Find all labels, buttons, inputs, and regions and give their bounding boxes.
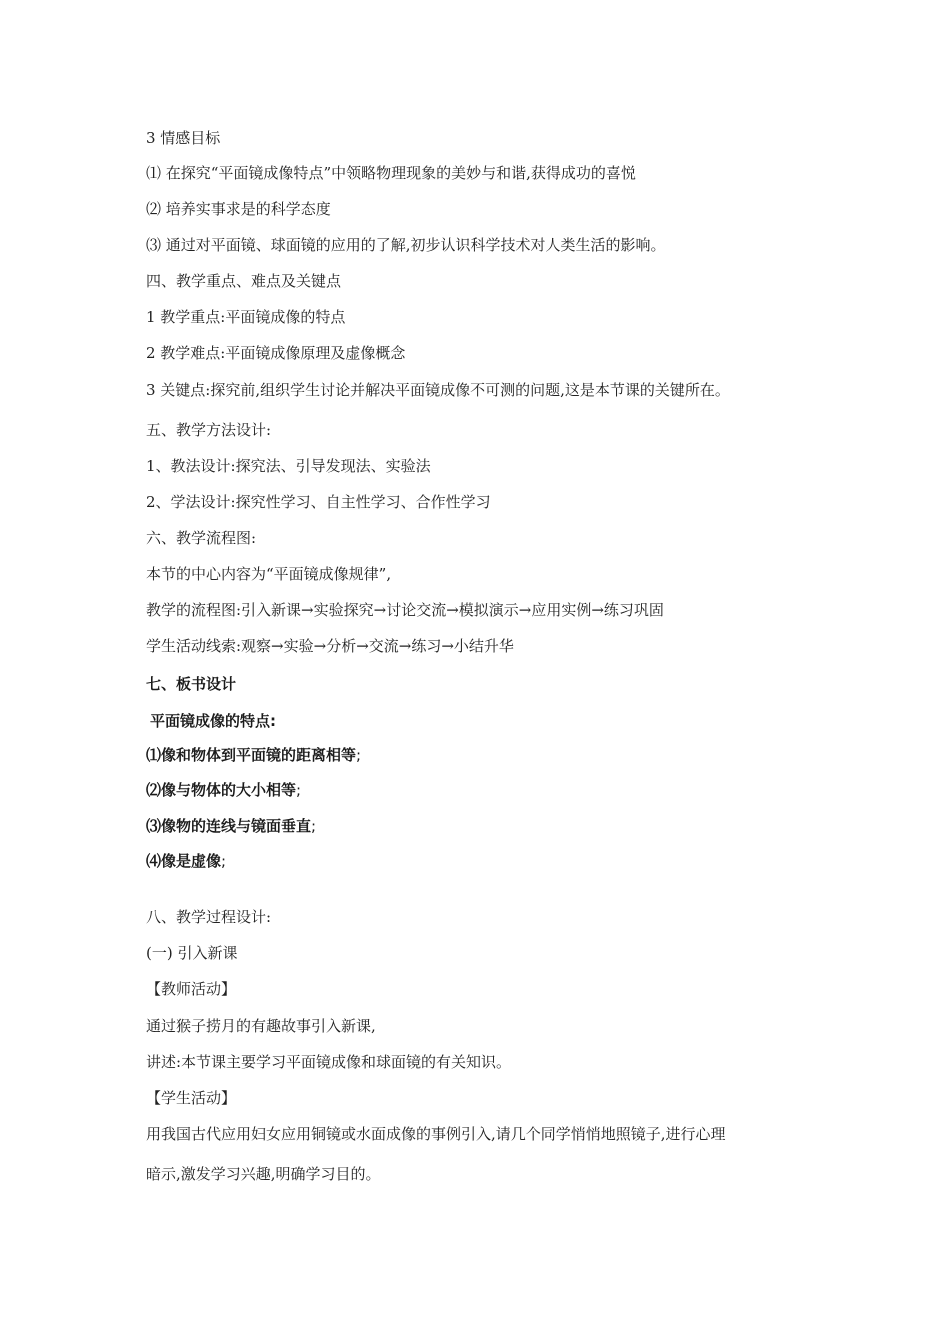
board-item-text: ⑶像物的连线与镜面垂直: [146, 817, 312, 835]
text-line: 2 教学难点:平面镜成像原理及虚像概念: [146, 344, 406, 362]
text-line: 本节的中心内容为“平面镜成像规律”,: [146, 565, 392, 583]
activity-label: 【教师活动】: [146, 980, 237, 998]
section-heading: 八、教学过程设计:: [146, 908, 272, 926]
section-heading: 四、教学重点、难点及关键点: [146, 272, 342, 290]
text-line: 讲述:本节课主要学习平面镜成像和球面镜的有关知识。: [146, 1053, 512, 1071]
board-subheading: 平面镜成像的特点:: [150, 712, 276, 730]
board-item-separator: ;: [296, 781, 302, 799]
flow-line: 学生活动线索:观察→实验→分析→交流→练习→小结升华: [146, 637, 514, 655]
board-item-text: ⑴像和物体到平面镜的距离相等: [146, 746, 357, 764]
subsection-heading: (一) 引入新课: [146, 944, 238, 962]
board-item: [146, 816, 316, 836]
board-heading: 七、板书设计: [146, 675, 237, 693]
board-item-separator: ;: [356, 746, 362, 764]
text-line: ⑴ 在探究“平面镜成像特点”中领略物理现象的美妙与和谐,获得成功的喜悦: [146, 164, 636, 182]
board-item-separator: ;: [221, 852, 227, 870]
text-line: ⑵ 培养实事求是的科学态度: [146, 200, 331, 218]
text-line: 暗示,激发学习兴趣,明确学习目的。: [146, 1165, 381, 1183]
text-line: 1 教学重点:平面镜成像的特点: [146, 308, 346, 326]
board-item-text: ⑷像是虚像: [146, 852, 222, 870]
text-line: 1、教法设计:探究法、引导发现法、实验法: [146, 457, 431, 475]
text-line: 3 关键点:探究前,组织学生讨论并解决平面镜成像不可测的问题,这是本节课的关键所在。: [146, 381, 730, 399]
section-heading: 五、教学方法设计:: [146, 421, 272, 439]
section-heading: 六、教学流程图:: [146, 529, 257, 547]
text-line: 2、学法设计:探究性学习、自主性学习、合作性学习: [146, 493, 491, 511]
text-line: 通过猴子捞月的有趣故事引入新课,: [146, 1017, 376, 1035]
activity-label: 【学生活动】: [146, 1089, 237, 1107]
text-line: 3 情感目标: [146, 129, 221, 147]
board-item-separator: ;: [311, 817, 317, 835]
text-line: 用我国古代应用妇女应用铜镜或水面成像的事例引入,请几个同学悄悄地照镜子,进行心理: [146, 1125, 726, 1143]
board-item-text: ⑵像与物体的大小相等: [146, 781, 297, 799]
board-item: [146, 780, 301, 800]
text-line: ⑶ 通过对平面镜、球面镜的应用的了解,初步认识科学技术对人类生活的影响。: [146, 236, 666, 254]
flow-line: 教学的流程图:引入新课→实验探究→讨论交流→模拟演示→应用实例→练习巩固: [146, 601, 664, 619]
board-item: [146, 851, 226, 871]
board-item: [146, 745, 361, 765]
